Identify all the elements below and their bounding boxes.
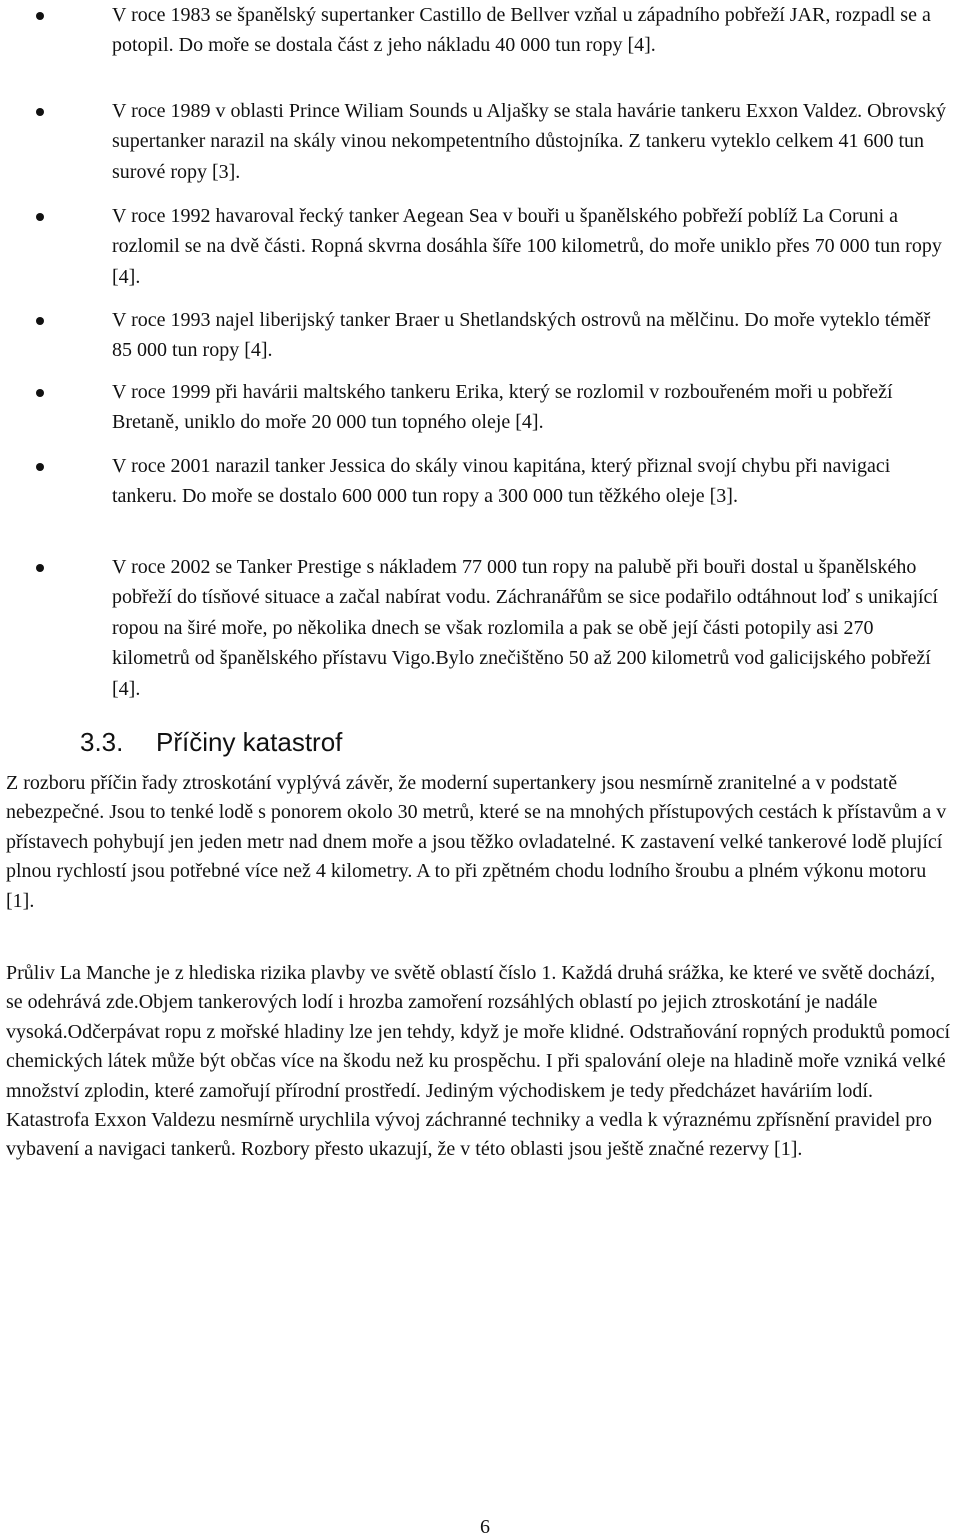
list-item-text: V roce 2001 narazil tanker Jessica do skály vinou kapitána, který přiznal svojí chybu při navigaci tankeru. Do moře se dostalo 600 000 tun ropy a 300 000 tun těžkého oleje [3].	[112, 455, 891, 508]
list-item-text: V roce 1999 při havárii maltského tankeru Erika, který se rozlomil v rozbouřeném moři u pobřeží Bretaně, uniklo do moře 20 000 tun topného oleje [4].	[112, 381, 893, 434]
body-paragraph: Z rozboru příčin řady ztroskotání vyplývá závěr, že moderní supertankery jsou nesmírně zranitelné a v podstatě nebezpečné. Jsou to tenké lodě s ponorem okolo 30 metrů, které se na mnohých přístupových cestách k přístavům a v přístavech pohybují jen jeden metr nad dnem moře a jsou těžko ovladatelné. K zastavení velké tankerové lodě plující plnou rychlostí jsou potřebné více než 4 kilometry. A to při zpětném chodu lodního šroubu a plném výkonu motoru [1].	[6, 772, 947, 912]
list-item	[112, 552, 952, 704]
list-item-text: V roce 1993 najel liberijský tanker Braer u Shetlandských ostrovů na mělčinu. Do moře vyteklo téměř 85 000 tun ropy [4].	[112, 309, 931, 362]
section-heading	[80, 722, 342, 762]
list-item	[112, 0, 952, 61]
section-number: 3.3.	[80, 727, 124, 757]
list-item-text: V roce 1989 v oblasti Prince Wiliam Sounds u Aljašky se stala havárie tankeru Exxon Valdez. Obrovský supertanker narazil na skály vinou nekompetentního důstojníka. Z tankeru vyteklo celkem 41 600 tun surové ropy [3].	[112, 100, 947, 183]
page-number: 6	[480, 1516, 490, 1538]
list-item	[112, 377, 952, 438]
list-item	[112, 305, 952, 366]
bullet-icon	[36, 463, 44, 471]
bullet-icon	[36, 389, 44, 397]
list-item-text: V roce 2002 se Tanker Prestige s nákladem 77 000 tun ropy na palubě při bouři dostal u španělského pobřeží do tísňové situace a začal nabírat vodu. Záchranářům se sice podařilo odtáhnout loď s unikající ropou na širé moře, po několika dnech se však rozlomila a pak se obě její části potopily asi 270 kilometrů od španělského přístavu Vigo.Bylo znečištěno 50 až 200 kilometrů vod galicijského pobřeží [4].	[112, 556, 938, 700]
bullet-icon	[36, 564, 44, 572]
list-item	[112, 96, 952, 187]
bullet-icon	[36, 108, 44, 116]
bullet-icon	[36, 213, 44, 221]
list-item	[112, 201, 952, 292]
list-item	[112, 451, 952, 512]
bullet-icon	[36, 317, 44, 325]
list-item-text: V roce 1983 se španělský supertanker Castillo de Bellver vzňal u západního pobřeží JAR, rozpadl se a potopil. Do moře se dostala část z jeho nákladu 40 000 tun ropy [4].	[112, 4, 931, 57]
list-item-text: V roce 1992 havaroval řecký tanker Aegean Sea v bouři u španělského pobřeží poblíž La Coruni a rozlomil se na dvě části. Ropná skvrna dosáhla šíře 100 kilometrů, do moře uniklo přes 70 000 tun ropy [4].	[112, 205, 942, 288]
bullet-icon	[36, 12, 44, 20]
section-title: Příčiny katastrof	[156, 727, 343, 757]
body-paragraph: Průliv La Manche je z hlediska rizika plavby ve světě oblastí číslo 1. Každá druhá srážka, ke které ve světě dochází, se odehrává zde.Objem tankerových lodí i hrozba zamoření rozsáhlých oblastí po jejich ztroskotání je nadále vysoká.Odčerpávat ropu z mořské hladiny lze jen tehdy, když je moře klidné. Odstraňování ropných produktů pomocí chemických látek může být občas více na škodu než ku prospěchu. I při spalování oleje na hladině moře vzniká velké množství zplodin, které zamořují přírodní prostředí. Jediným východiskem je tedy předcházet haváriím lodí. Katastrofa Exxon Valdezu nesmírně urychlila vývoj záchranné techniky a vedla k výraznému zpřísnění pravidel pro vybavení a navigaci tankerů. Rozbory přesto ukazují, že v této oblasti jsou ještě značné rezervy [1].	[6, 962, 951, 1161]
